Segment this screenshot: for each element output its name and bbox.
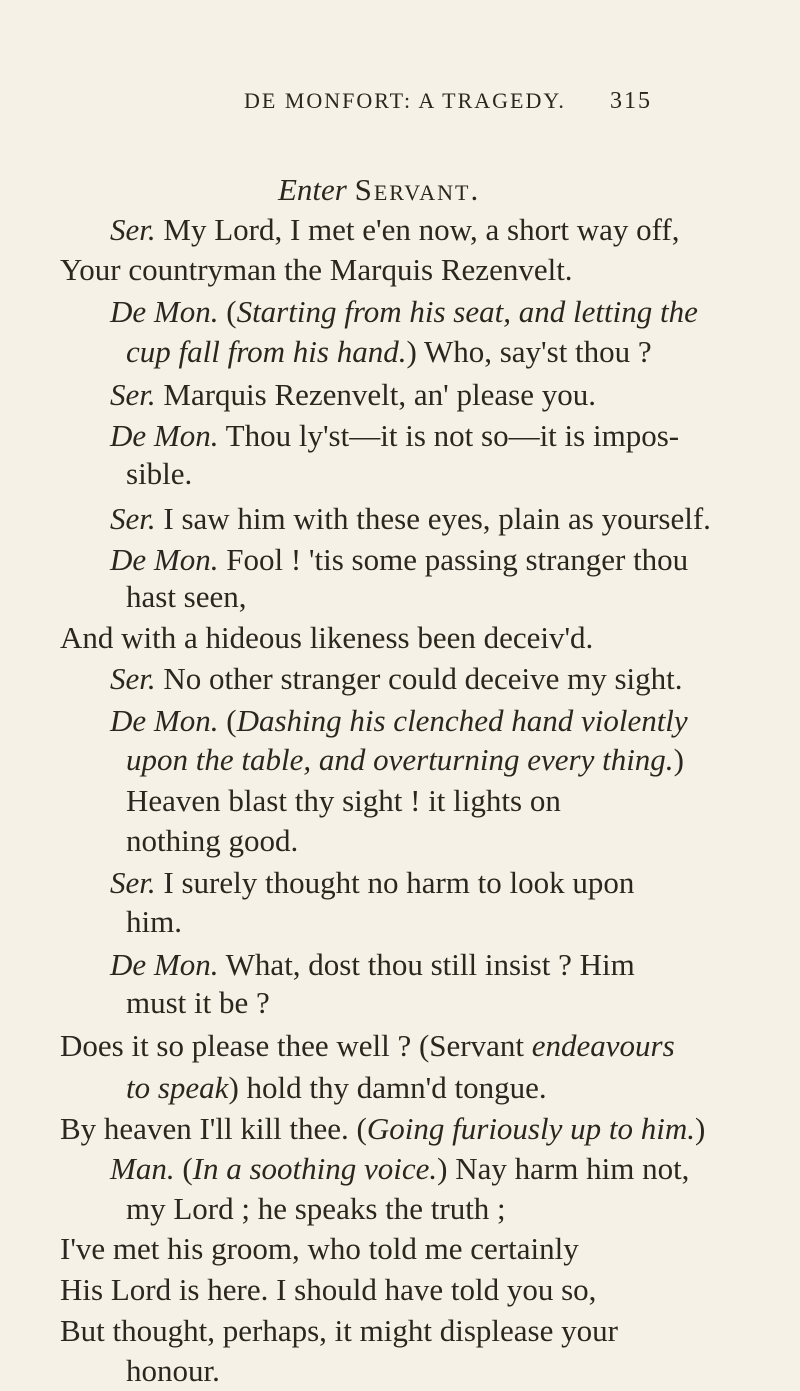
enter-word: Enter (278, 172, 347, 207)
stage-direction: Going furiously up to him. (366, 1110, 695, 1146)
text-line (60, 1270, 596, 1310)
dialogue-text: Heaven blast thy sight ! it lights on (126, 783, 561, 819)
text-line (60, 250, 573, 290)
text-line (60, 1109, 705, 1149)
speaker-name: De Mon. (110, 703, 219, 739)
stage-direction: to speak (126, 1069, 229, 1105)
text-line (110, 945, 635, 985)
dialogue-text: hast seen, (126, 579, 247, 615)
text-line (60, 1311, 618, 1351)
dialogue-text: His Lord is here. I should have told you so, (60, 1272, 597, 1308)
dialogue-text: Does it so please thee well ? (Servant (60, 1027, 532, 1063)
dialogue-text: And with a hideous likeness been deceiv'd. (60, 620, 594, 656)
text-line (110, 210, 680, 250)
text-line (126, 1068, 547, 1108)
dialogue-text: Marquis Rezenvelt, an' please you. (155, 377, 596, 413)
text-line (110, 701, 688, 741)
text-line (110, 863, 634, 903)
text-line (126, 902, 182, 942)
dialogue-text: ) (694, 1110, 706, 1146)
text-line (60, 1229, 579, 1269)
dialogue-text: ) Who, say'st thou ? (406, 333, 652, 369)
text-line (110, 375, 596, 415)
text-line (126, 821, 298, 861)
speaker-name: Ser. (110, 377, 156, 413)
dialogue-text: I surely thought no harm to look upon (155, 865, 635, 901)
dialogue-text: nothing good. (126, 822, 299, 858)
stage-direction: endeavours (531, 1027, 675, 1063)
speaker-name: Man. (110, 1150, 175, 1186)
entering-character: Servant. (354, 172, 481, 207)
dialogue-text: Your countryman the Marquis Rezenvelt. (60, 251, 573, 287)
stage-direction: cup fall from his hand. (126, 333, 407, 369)
dialogue-text: What, dost thou still insist ? Him (218, 946, 635, 982)
speaker-name: Ser. (110, 865, 156, 901)
stage-direction: Starting from his seat, and letting the (236, 294, 698, 330)
running-head-title: DE MONFORT: A TRAGEDY. (244, 88, 566, 113)
text-line (126, 740, 684, 780)
text-line (110, 1149, 689, 1189)
stage-direction-entrance (278, 170, 480, 210)
text-line (126, 1189, 506, 1229)
dialogue-text: honour. (126, 1352, 220, 1388)
dialogue-text: ( (174, 1150, 193, 1186)
dialogue-text: But thought, perhaps, it might displease your (60, 1313, 618, 1349)
dialogue-text: No other stranger could deceive my sight. (155, 661, 683, 697)
speaker-name: Ser. (110, 661, 156, 697)
page-number: 315 (610, 88, 652, 114)
dialogue-text: ) hold thy damn'd tongue. (228, 1069, 547, 1105)
dialogue-text: I saw him with these eyes, plain as yourself. (155, 501, 711, 537)
speaker-name: De Mon. (110, 418, 219, 454)
text-line (110, 292, 698, 332)
speaker-name: De Mon. (110, 294, 219, 330)
dialogue-text: My Lord, I met e'en now, a short way off, (155, 211, 680, 247)
dialogue-text: By heaven I'll kill thee. ( (60, 1110, 367, 1146)
stage-direction: upon the table, and overturning every thing. (126, 742, 674, 778)
speaker-name: Ser. (110, 501, 156, 537)
dialogue-text: ) (673, 742, 684, 778)
dialogue-text: my Lord ; he speaks the truth ; (126, 1191, 506, 1227)
text-line (110, 659, 683, 699)
dialogue-text: ( (218, 294, 237, 330)
dialogue-text: ) Nay harm him not, (437, 1150, 690, 1186)
text-line (126, 332, 652, 372)
running-head (0, 88, 800, 118)
text-line (60, 1026, 675, 1066)
dialogue-text: him. (126, 903, 182, 939)
dialogue-text: must it be ? (126, 984, 270, 1020)
text-line (126, 577, 247, 617)
text-line (126, 983, 270, 1023)
speaker-name: De Mon. (110, 541, 219, 577)
dialogue-text: Thou ly'st—it is not so—it is impos- (218, 418, 680, 454)
dialogue-text: Fool ! 'tis some passing stranger thou (218, 541, 689, 577)
dialogue-text: sible. (126, 455, 193, 491)
text-line (126, 454, 192, 494)
speaker-name: De Mon. (110, 946, 219, 982)
stage-direction: In a soothing voice. (192, 1150, 438, 1186)
text-line (110, 416, 679, 456)
text-line (126, 1351, 220, 1391)
text-line (110, 499, 711, 539)
stage-direction: Dashing his clenched hand violently (236, 703, 688, 739)
speaker-name: Ser. (110, 211, 156, 247)
dialogue-text: I've met his groom, who told me certainly (60, 1231, 579, 1267)
text-line (126, 781, 561, 821)
text-line (60, 618, 593, 658)
dialogue-text: ( (218, 703, 237, 739)
text-line (110, 540, 688, 580)
